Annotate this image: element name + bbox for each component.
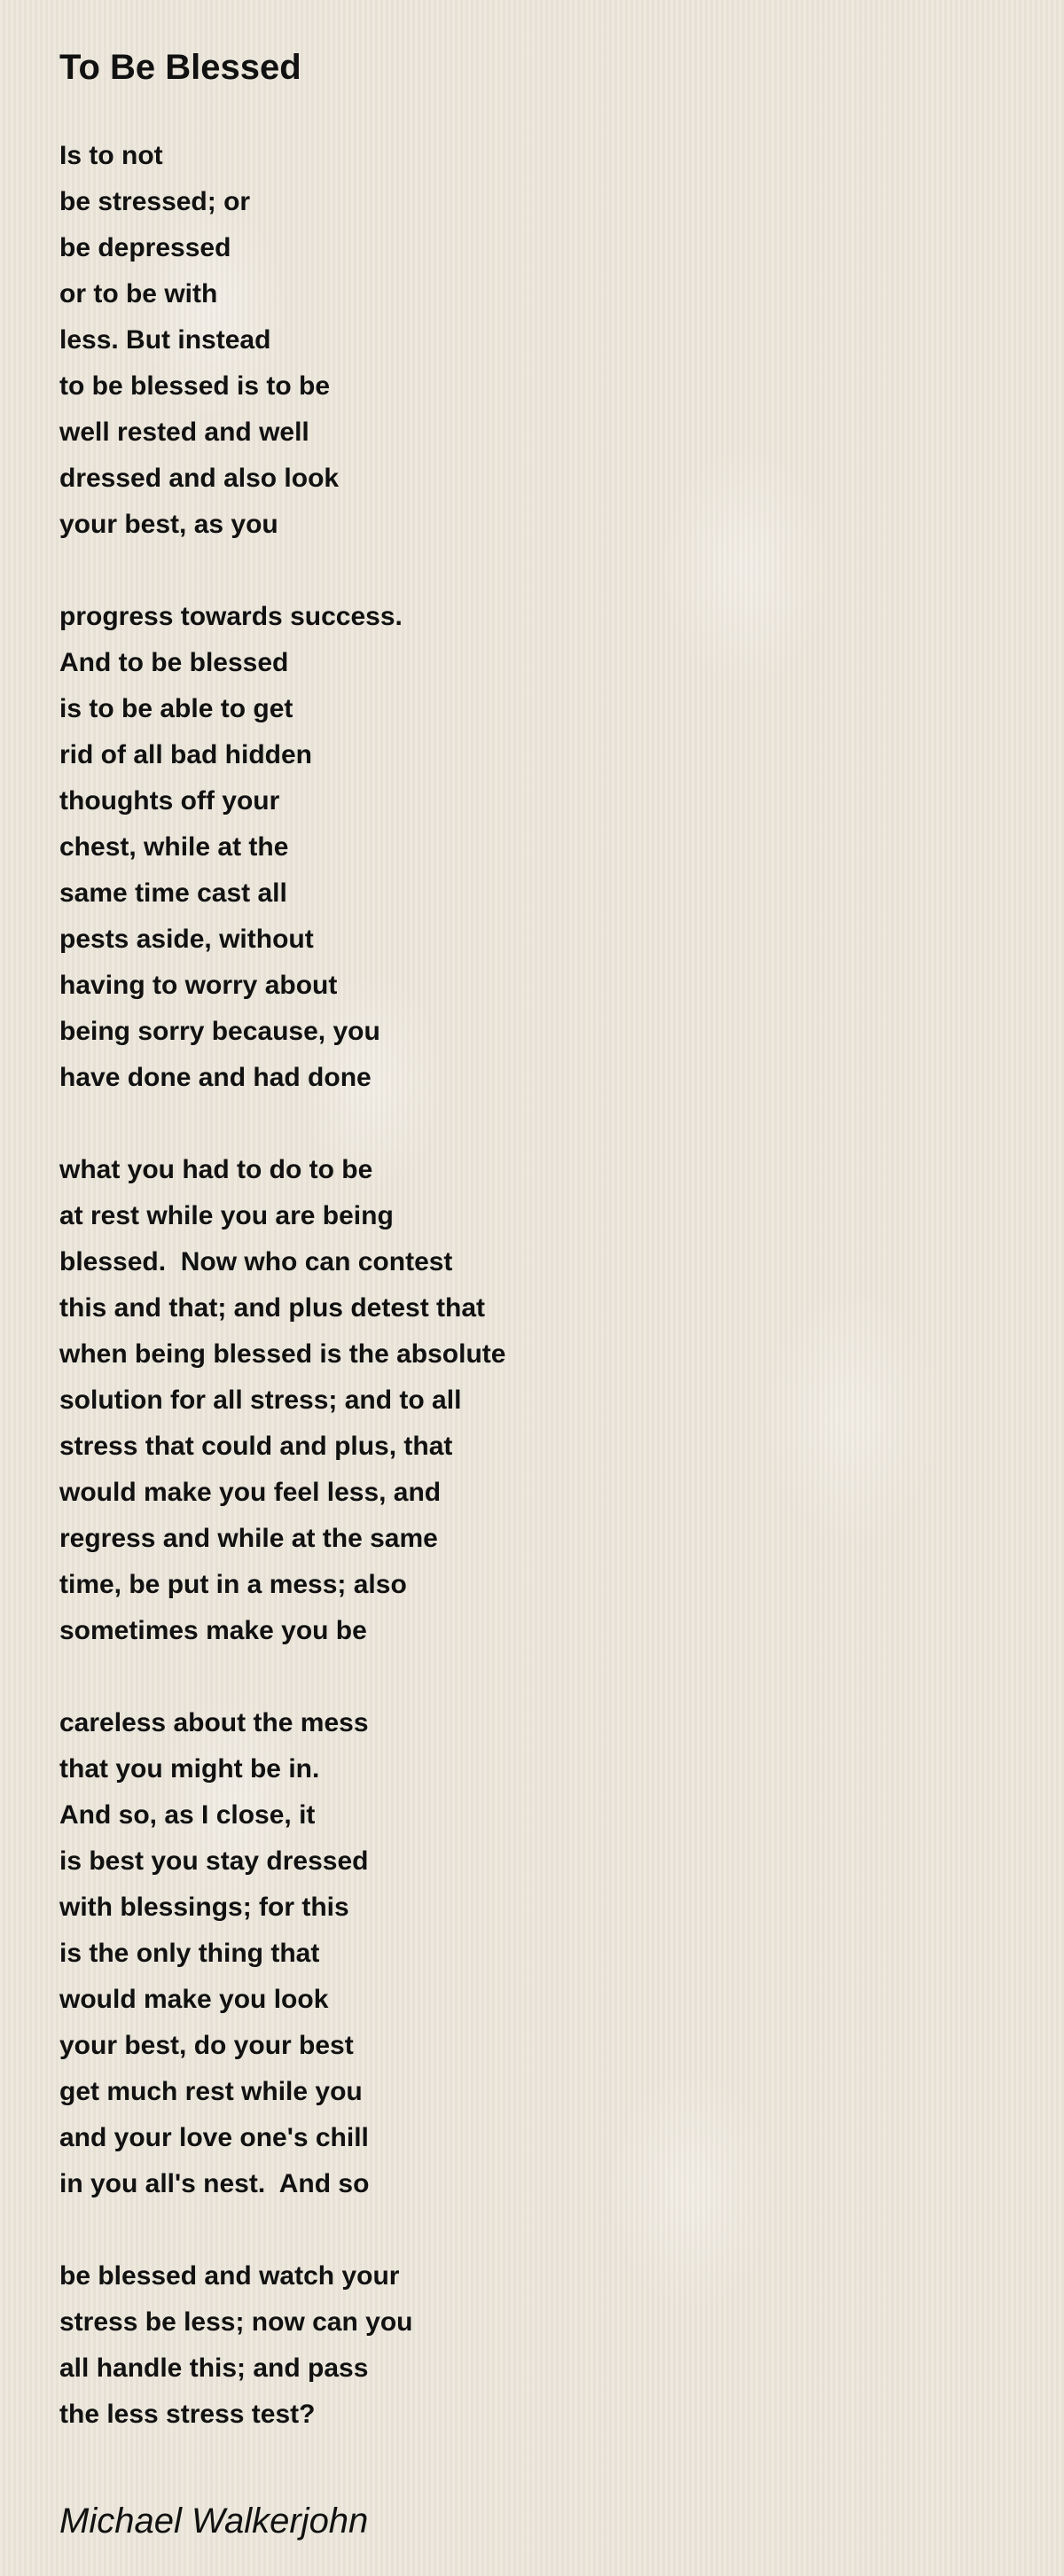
poem-line: what you had to do to be (59, 1155, 373, 1184)
poem-line: sometimes make you be (59, 1616, 367, 1645)
poem-line: progress towards success. (59, 602, 403, 631)
poem-line: be depressed (59, 233, 231, 262)
poem-line: regress and while at the same (59, 1524, 438, 1553)
poem-line: be stressed; or (59, 187, 251, 216)
poem-line: that you might be in. (59, 1754, 320, 1784)
poem-line: blessed. Now who can contest (59, 1247, 453, 1276)
poem-body (59, 133, 1035, 2438)
poem-page (59, 0, 1035, 2544)
poem-stanza (59, 133, 1035, 548)
poem-line: with blessings; for this (59, 1893, 349, 1922)
poem-line: this and that; and plus detest that (59, 1293, 486, 1323)
poem-line: rid of all bad hidden (59, 740, 312, 769)
poem-line: in you all's nest. And so (59, 2169, 370, 2198)
poem-line: to be blessed is to be (59, 371, 331, 401)
poem-line: is best you stay dressed (59, 1846, 369, 1876)
poem-line: is to be able to get (59, 694, 293, 723)
poem-stanza (59, 594, 1035, 1101)
poem-line: get much rest while you (59, 2077, 363, 2106)
poem-line: And to be blessed (59, 648, 289, 677)
poem-line: stress be less; now can you (59, 2307, 413, 2337)
poem-line: be blessed and watch your (59, 2261, 400, 2291)
poem-line: stress that could and plus, that (59, 1432, 453, 1461)
poem-author: Michael Walkerjohn (59, 2502, 369, 2541)
poem-line: thoughts off your (59, 786, 280, 816)
poem-line: have done and had done (59, 1063, 372, 1092)
poem-line: at rest while you are being (59, 1201, 394, 1230)
poem-line: careless about the mess (59, 1708, 369, 1737)
poem-line: the less stress test? (59, 2400, 316, 2429)
poem-line: or to be with (59, 279, 218, 308)
poem-line: chest, while at the (59, 832, 289, 862)
poem-line: would make you feel less, and (59, 1478, 442, 1507)
poem-line: pests aside, without (59, 925, 314, 954)
poem-line: Is to not (59, 141, 163, 170)
poem-stanza (59, 1700, 1035, 2207)
poem-line: and your love one's chill (59, 2123, 369, 2152)
poem-line: solution for all stress; and to all (59, 1386, 462, 1415)
poem-line: And so, as I close, it (59, 1800, 316, 1830)
poem-line: being sorry because, you (59, 1017, 380, 1046)
poem-line: your best, do your best (59, 2031, 354, 2060)
poem-line: less. But instead (59, 325, 271, 355)
poem-line: when being blessed is the absolute (59, 1339, 506, 1369)
poem-line: dressed and also look (59, 464, 340, 493)
poem-stanza (59, 2253, 1035, 2438)
poem-line: time, be put in a mess; also (59, 1570, 407, 1599)
poem-line: all handle this; and pass (59, 2354, 369, 2383)
poem-line: same time cast all (59, 878, 287, 908)
poem-line: your best, as you (59, 510, 278, 539)
poem-line: well rested and well (59, 418, 309, 447)
poem-stanza (59, 1147, 1035, 1654)
poem-line: having to worry about (59, 971, 338, 1000)
poem-line: is the only thing that (59, 1939, 320, 1968)
poem-title: To Be Blessed (59, 48, 301, 87)
poem-line: would make you look (59, 1985, 329, 2014)
